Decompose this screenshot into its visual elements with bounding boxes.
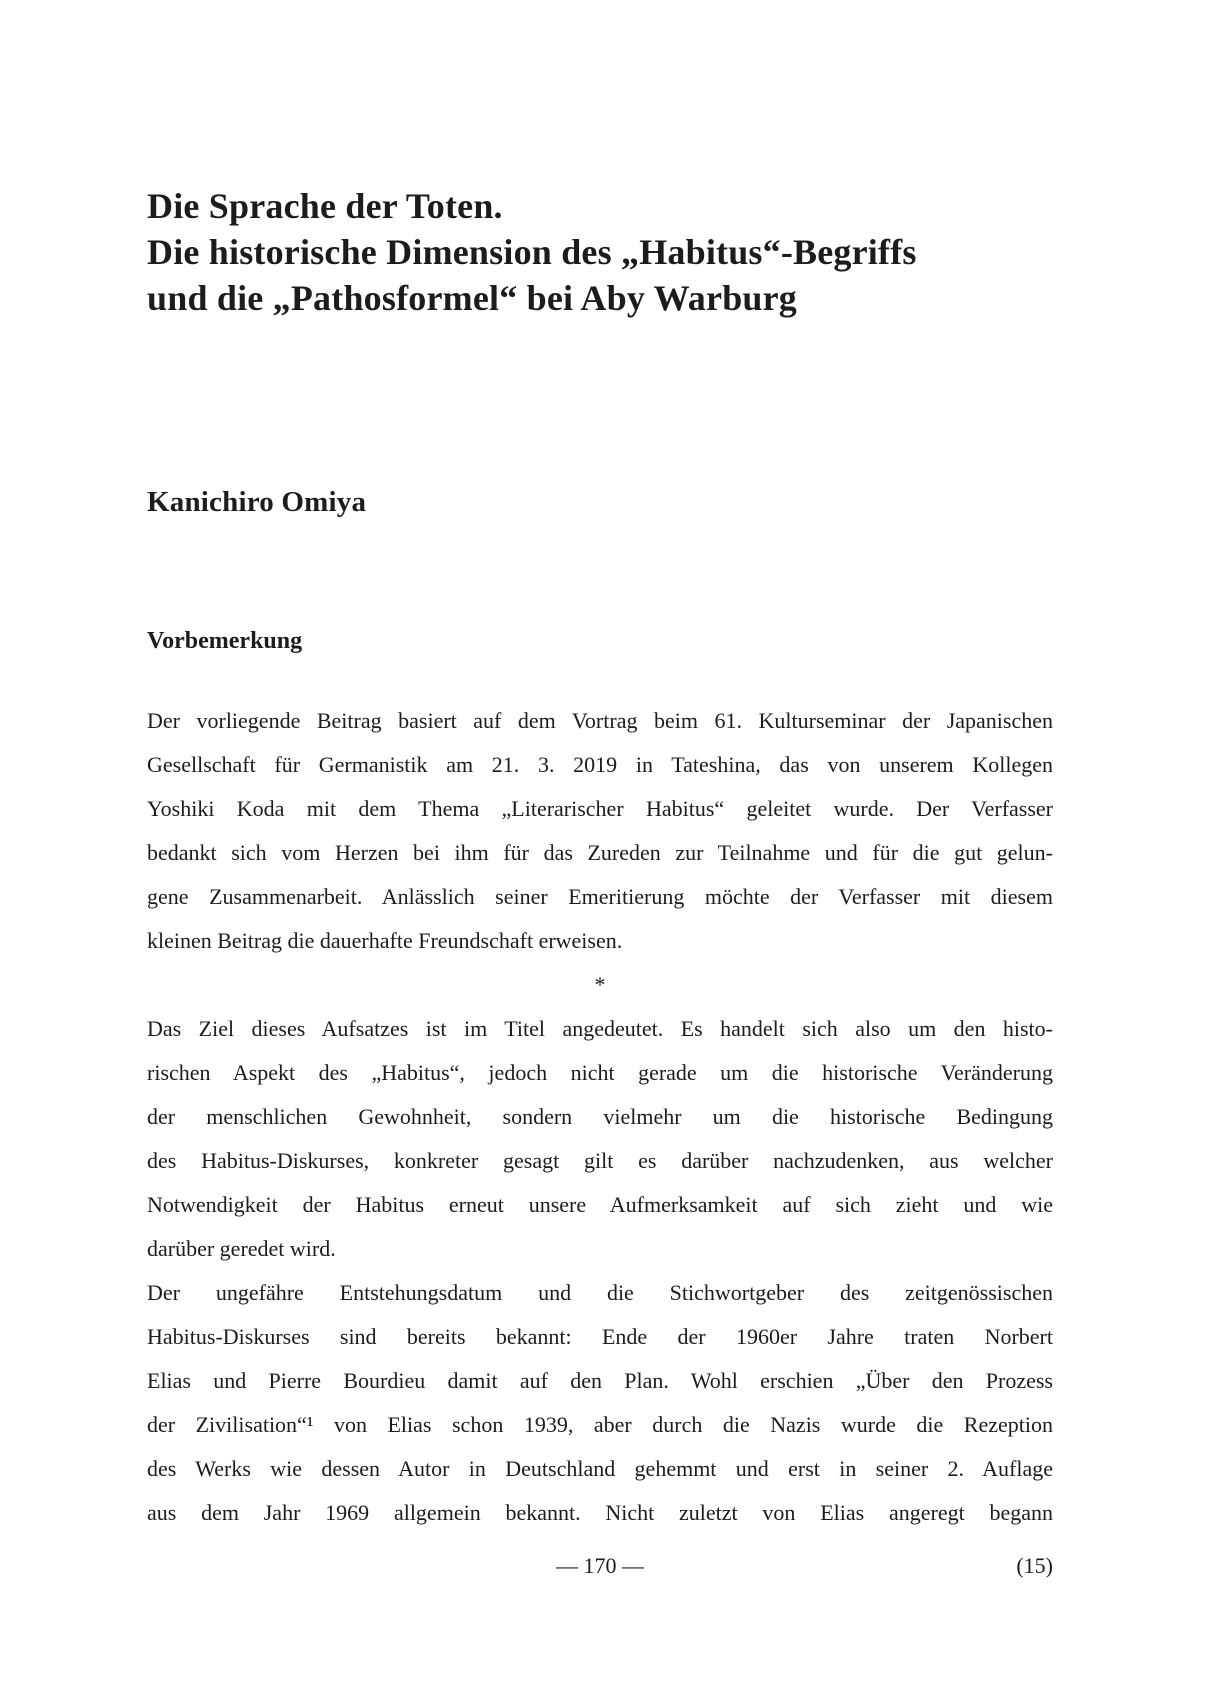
title-line-2: Die historische Dimension des „Habitus“-Begriffs [147, 232, 917, 272]
body-text-line: der Zivilisation“¹ von Elias schon 1939, aber durch die Nazis wurde die Rezeption [147, 1412, 1053, 1437]
title-line-3: und die „Pathosformel“ bei Aby Warburg [147, 278, 798, 318]
title-line-1: Die Sprache der Toten. [147, 186, 503, 226]
body-text-line: Yoshiki Koda mit dem Thema „Literarischer Habitus“ geleitet wurde. Der Verfasser [147, 796, 1053, 821]
sheet-number: (15) [1016, 1553, 1053, 1578]
body-text-line: * [594, 972, 606, 997]
body-text-line: des Werks wie dessen Autor in Deutschland gehemmt und erst in seiner 2. Auflage [147, 1456, 1053, 1481]
body-text-line: bedankt sich vom Herzen bei ihm für das Zureden zur Teilnahme und für die gut gelun- [147, 840, 1053, 865]
page-title [147, 183, 1127, 321]
body-text-line: Habitus-Diskurses sind bereits bekannt: Ende der 1960er Jahre traten Norbert [147, 1324, 1053, 1349]
body-text-line: aus dem Jahr 1969 allgemein bekannt. Nicht zuletzt von Elias angeregt begann [147, 1500, 1053, 1525]
section-heading: Vorbemerkung [147, 628, 303, 654]
body-text-line: Gesellschaft für Germanistik am 21. 3. 2019 in Tateshina, das von unserem Kollegen [147, 752, 1053, 777]
author-name: Kanichiro Omiya [147, 486, 367, 518]
body-text-line: der menschlichen Gewohnheit, sondern vielmehr um die historische Bedingung [147, 1104, 1053, 1129]
body-text-line: Der ungefähre Entstehungsdatum und die Stichwortgeber des zeitgenössischen [147, 1280, 1053, 1305]
body-text-line: kleinen Beitrag die dauerhafte Freundschaft erweisen. [147, 928, 623, 953]
body-text-line: gene Zusammenarbeit. Anlässlich seiner Emeritierung möchte der Verfasser mit diesem [147, 884, 1053, 909]
page-number: — 170 — [556, 1553, 644, 1578]
body-text [147, 699, 1053, 1535]
body-text-line: rischen Aspekt des „Habitus“, jedoch nicht gerade um die historische Veränderung [147, 1060, 1053, 1085]
body-text-line: Elias und Pierre Bourdieu damit auf den Plan. Wohl erschien „Über den Prozess [147, 1368, 1053, 1393]
body-text-line: des Habitus-Diskurses, konkreter gesagt gilt es darüber nachzudenken, aus welcher [147, 1148, 1053, 1173]
body-text-line: Das Ziel dieses Aufsatzes ist im Titel angedeutet. Es handelt sich also um den histo- [147, 1016, 1053, 1041]
page-footer [147, 1546, 1053, 1586]
body-text-line: darüber geredet wird. [147, 1236, 336, 1261]
body-text-line: Notwendigkeit der Habitus erneut unsere Aufmerksamkeit auf sich zieht und wie [147, 1192, 1053, 1217]
body-text-line: Der vorliegende Beitrag basiert auf dem Vortrag beim 61. Kulturseminar der Japanischen [147, 708, 1053, 733]
